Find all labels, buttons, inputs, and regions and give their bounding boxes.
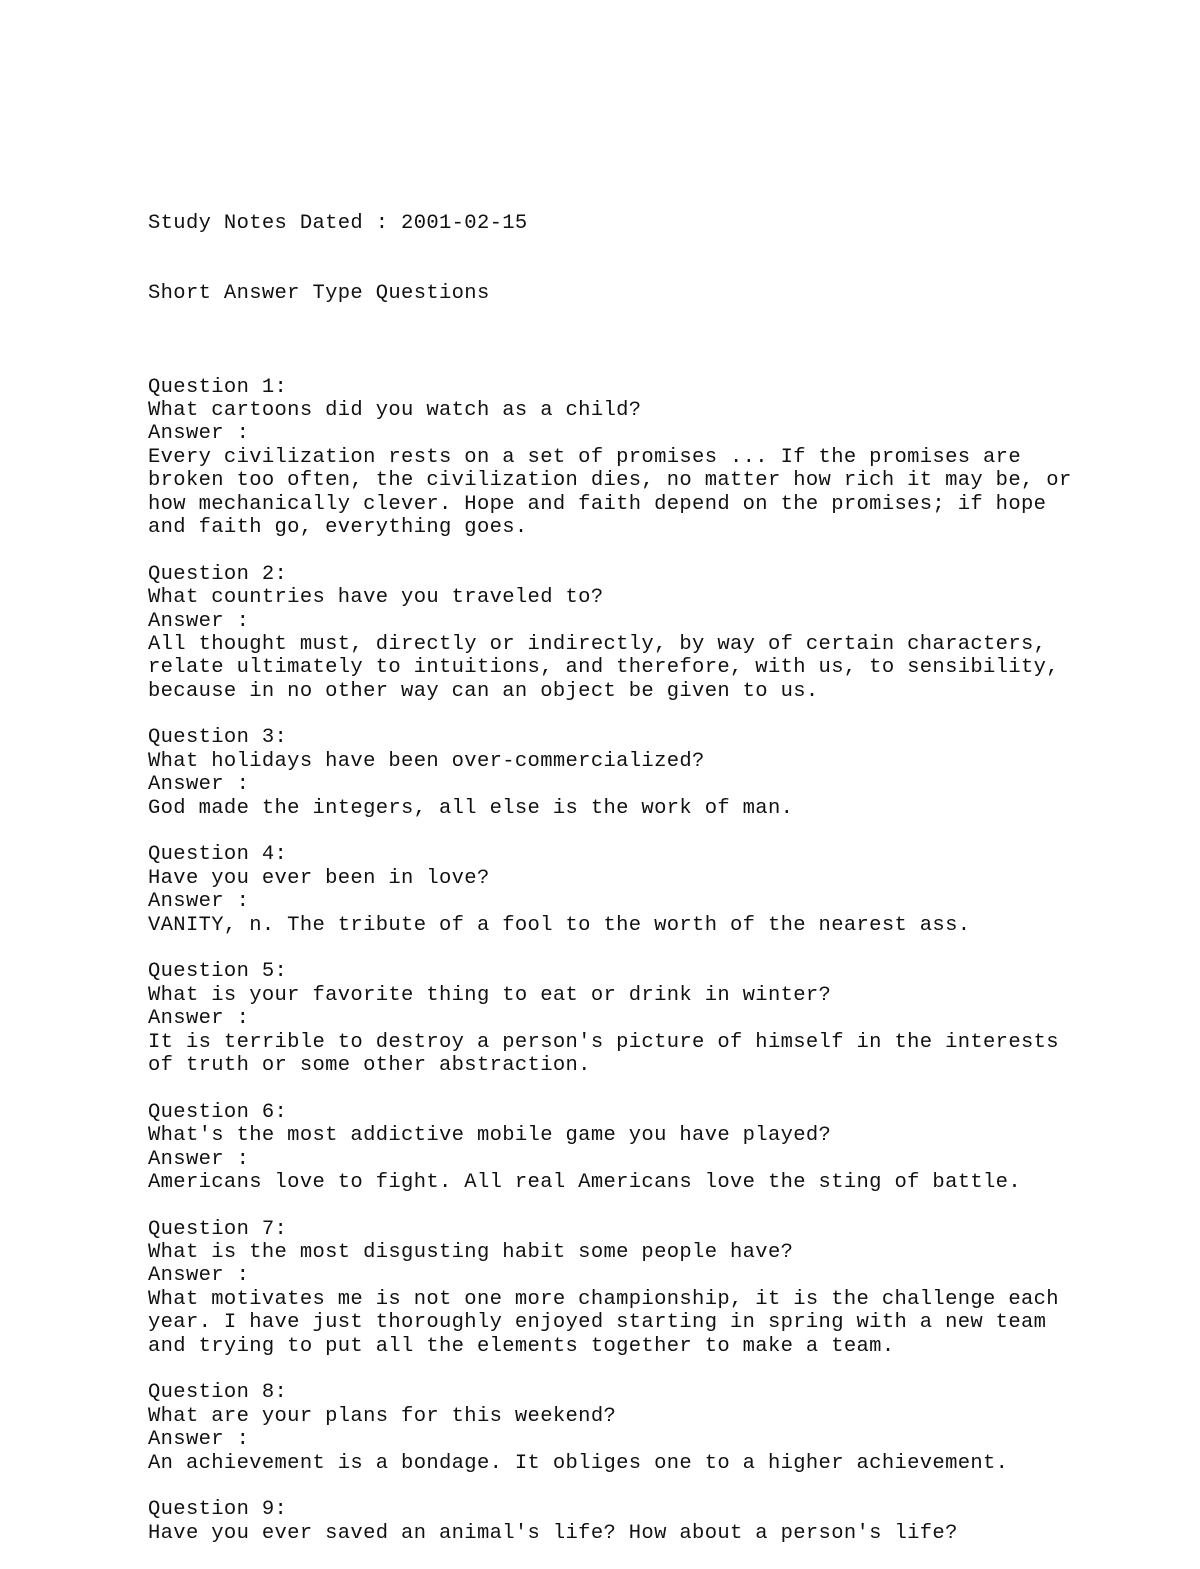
question-label: Question 9:	[148, 1498, 288, 1522]
answer-text-line: It is terrible to destroy a person's picture of himself in the interests	[148, 1030, 1059, 1054]
question-list	[148, 352, 1148, 1545]
blank-line	[148, 1475, 1148, 1498]
answer-text-line: God made the integers, all else is the work of man.	[148, 796, 794, 820]
blank-line	[148, 1077, 1148, 1100]
question-text: Have you ever been in love?	[148, 866, 490, 890]
date-line: Study Notes Dated : 2001-02-15	[148, 211, 528, 235]
question-block	[148, 1475, 1148, 1545]
answer-label: Answer :	[148, 1264, 250, 1288]
answer-text-line: Every civilization rests on a set of promises ... If the promises are	[148, 445, 1021, 469]
answer-text-line: and trying to put all the elements together to make a team.	[148, 1334, 895, 1358]
question-label: Question 3:	[148, 726, 288, 750]
answer-label: Answer :	[148, 1007, 250, 1031]
answer-label: Answer :	[148, 773, 250, 797]
answer-label: Answer :	[148, 890, 250, 914]
blank-line	[148, 820, 1148, 843]
question-block	[148, 1077, 1148, 1194]
question-label: Question 2:	[148, 562, 288, 586]
question-text: What is your favorite thing to eat or drink in winter?	[148, 983, 832, 1007]
question-label: Question 5:	[148, 960, 288, 984]
answer-label: Answer :	[148, 1147, 250, 1171]
question-text: What cartoons did you watch as a child?	[148, 399, 642, 422]
answer-text-line: What motivates me is not one more championship, it is the challenge each	[148, 1287, 1059, 1311]
blank-line	[148, 1358, 1148, 1381]
question-label: Question 8:	[148, 1381, 288, 1405]
question-text: What are your plans for this weekend?	[148, 1404, 617, 1428]
document-page	[148, 165, 1148, 1569]
question-text: What countries have you traveled to?	[148, 586, 604, 610]
answer-text-line: and faith go, everything goes.	[148, 515, 528, 539]
blank-line	[148, 1194, 1148, 1217]
answer-label: Answer :	[148, 422, 250, 446]
answer-text-line: how mechanically clever. Hope and faith depend on the promises; if hope	[148, 492, 1047, 516]
answer-label: Answer :	[148, 609, 250, 633]
answer-text-line: VANITY, n. The tribute of a fool to the worth of the nearest ass.	[148, 913, 971, 937]
answer-text-line: year. I have just thoroughly enjoyed starting in spring with a new team	[148, 1311, 1047, 1335]
blank-line	[148, 703, 1148, 726]
question-label: Question 7:	[148, 1217, 288, 1241]
answer-text-line: All thought must, directly or indirectly, by way of certain characters,	[148, 632, 1047, 656]
question-block	[148, 820, 1148, 937]
question-block	[148, 352, 1148, 539]
question-block	[148, 703, 1148, 820]
question-text: What's the most addictive mobile game you have played?	[148, 1124, 832, 1148]
answer-text-line: relate ultimately to intuitions, and therefore, with us, to sensibility,	[148, 656, 1059, 680]
question-block	[148, 937, 1148, 1077]
blank-line	[148, 937, 1148, 960]
question-label: Question 6:	[148, 1100, 288, 1124]
question-block	[148, 1194, 1148, 1358]
answer-text-line: of truth or some other abstraction.	[148, 1053, 591, 1077]
blank-line	[148, 539, 1148, 562]
question-block	[148, 1358, 1148, 1475]
answer-label: Answer :	[148, 1428, 250, 1452]
answer-text-line: broken too often, the civilization dies, no matter how rich it may be, or	[148, 469, 1072, 493]
question-text: What holidays have been over-commercialized?	[148, 749, 705, 773]
question-label: Question 4:	[148, 843, 288, 867]
answer-text-line: An achievement is a bondage. It obliges one to a higher achievement.	[148, 1451, 1009, 1475]
blank-line	[148, 352, 1148, 375]
question-text: What is the most disgusting habit some people have?	[148, 1241, 794, 1265]
answer-text-line: because in no other way can an object be given to us.	[148, 679, 819, 703]
answer-text-line: Americans love to fight. All real Americans love the sting of battle.	[148, 1170, 1021, 1194]
question-label: Question 1:	[148, 375, 288, 399]
document-subtitle: Short Answer Type Questions	[148, 282, 490, 306]
question-text: Have you ever saved an animal's life? How about a person's life?	[148, 1521, 958, 1545]
question-block	[148, 539, 1148, 703]
